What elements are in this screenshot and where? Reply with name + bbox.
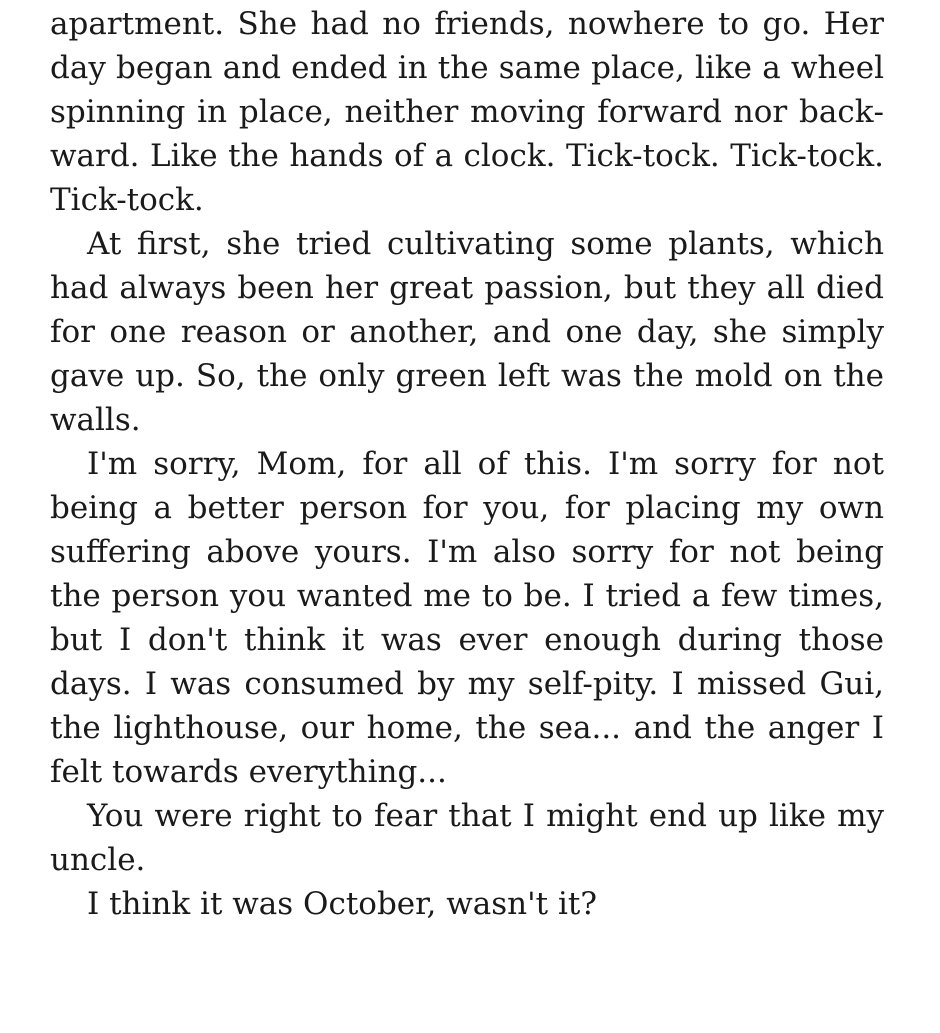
paragraph-3: I'm sorry, Mom, for all of this. I'm sorry for not being a better person for you, for placing my own suffering above yours. I'm also sorry for not being the person you wanted me to be. I tried a few times, but I don't think it was ever enough during those days. I was consumed by my self-pity. I missed Gui, the lighthouse, our home, the sea... and the anger I felt towards everything... xyxy=(50,446,884,790)
paragraph-2: At first, she tried cultivating some plants, which had always been her great passion, but they all died for one reason or another, and one day, she simply gave up. So, the only green left was the mold on the walls. xyxy=(50,226,884,438)
paragraph-5: I think it was October, wasn't it? xyxy=(87,886,597,922)
book-page xyxy=(50,0,884,926)
paragraph-4: You were right to fear that I might end up like my uncle. xyxy=(50,798,884,878)
paragraph-1: apartment. She had no friends, nowhere to go. Her day began and ended in the same place, like a wheel spinning in place, neither moving forward nor backward. Like the hands of a clock. Tick-tock. Tick-tock. Tick-tock. xyxy=(50,6,884,218)
